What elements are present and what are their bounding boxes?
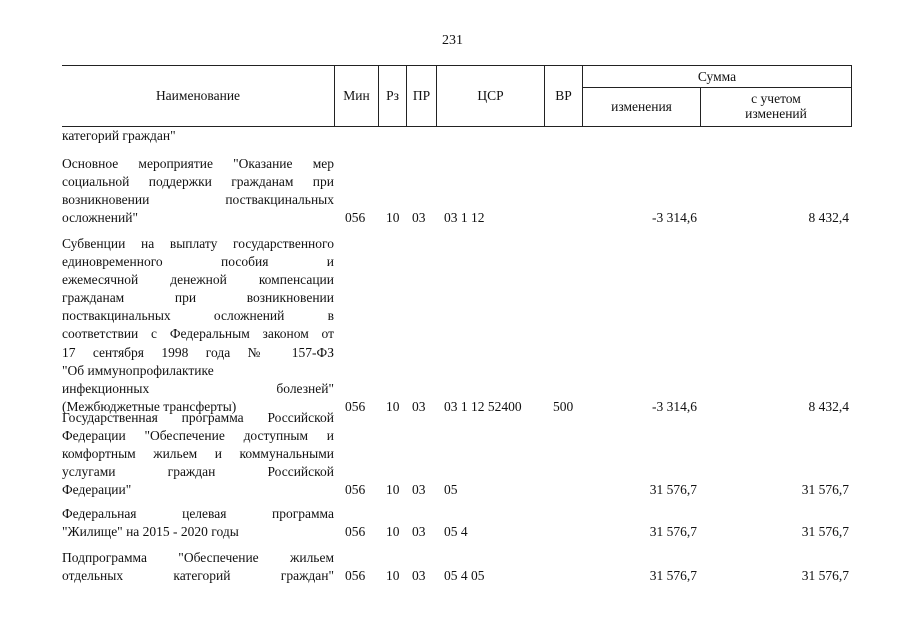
table-row xyxy=(62,409,852,499)
table-row xyxy=(62,505,852,541)
row-min: 056 xyxy=(345,568,366,583)
row-name: категорий граждан" xyxy=(62,128,176,143)
row-csr: 03 1 12 52400 xyxy=(444,399,522,414)
row-change: 31 576,7 xyxy=(649,524,697,539)
row-total: 8 432,4 xyxy=(808,210,849,225)
table-header xyxy=(62,65,852,127)
header-change: изменения xyxy=(582,88,700,126)
row-csr: 03 1 12 xyxy=(444,210,485,225)
row-min: 056 xyxy=(345,399,366,414)
row-min: 056 xyxy=(345,210,366,225)
header-name: Наименование xyxy=(155,87,241,103)
page-number: 231 xyxy=(442,33,463,48)
row-rz: 10 xyxy=(386,399,400,414)
row-pr: 03 xyxy=(412,210,426,225)
header-pr: ПР xyxy=(406,66,436,126)
row-total: 31 576,7 xyxy=(801,482,849,497)
header-vr: ВР xyxy=(544,66,582,126)
row-csr: 05 4 05 xyxy=(444,568,485,583)
row-name: Государственная программа Российской Федерации "Обеспечение доступным и комфортным жильем и коммунальными услугами граждан Российской Федерации" xyxy=(62,410,334,498)
row-vr: 500 xyxy=(553,399,574,414)
header-sum: Сумма xyxy=(582,66,852,88)
table-row xyxy=(62,235,852,416)
row-rz: 10 xyxy=(386,482,400,497)
row-rz: 10 xyxy=(386,524,400,539)
row-pr: 03 xyxy=(412,399,426,414)
row-change: -3 314,6 xyxy=(652,399,697,414)
row-change: 31 576,7 xyxy=(649,568,697,583)
row-min: 056 xyxy=(345,524,366,539)
row-name: Основное мероприятие "Оказание мер социальной поддержки гражданам при возникновении поствакцинальных осложнений" xyxy=(62,156,334,226)
row-csr: 05 4 xyxy=(444,524,468,539)
row-total: 31 576,7 xyxy=(801,524,849,539)
header-csr: ЦСР xyxy=(436,66,544,126)
header-rz: Рз xyxy=(378,66,406,126)
header-with-change: с учетом изменений xyxy=(700,88,852,126)
row-pr: 03 xyxy=(412,524,426,539)
header-min: Мин xyxy=(334,66,378,126)
table-row xyxy=(62,549,852,585)
row-change: -3 314,6 xyxy=(652,210,697,225)
row-csr: 05 xyxy=(444,482,458,497)
row-name: Субвенции на выплату государственного единовременного пособия и ежемесячной денежной компенсации гражданам при возникновении поствакцинальных осложнений в соответствии с Федеральным законом от 17 сентября 1998 года № 157-ФЗ "Об иммунопрофилактике инфекционных болезней" (Межбюджетные трансферты) xyxy=(62,236,334,414)
row-rz: 10 xyxy=(386,210,400,225)
row-total: 8 432,4 xyxy=(808,399,849,414)
row-change: 31 576,7 xyxy=(649,482,697,497)
row-pr: 03 xyxy=(412,568,426,583)
table-row xyxy=(62,155,852,227)
row-rz: 10 xyxy=(386,568,400,583)
row-pr: 03 xyxy=(412,482,426,497)
row-name: Подпрограмма "Обеспечение жильем отдельных категорий граждан" xyxy=(62,550,334,584)
table-row xyxy=(62,127,852,145)
row-total: 31 576,7 xyxy=(801,568,849,583)
row-name: Федеральная целевая программа "Жилище" на 2015 - 2020 годы xyxy=(62,506,334,540)
row-min: 056 xyxy=(345,482,366,497)
